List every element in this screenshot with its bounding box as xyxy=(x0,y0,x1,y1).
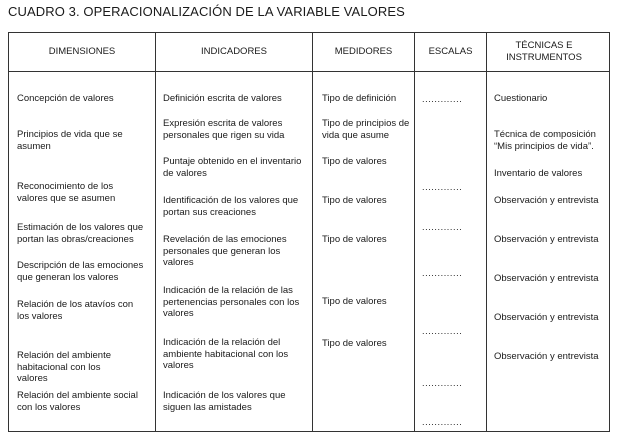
header-dimensiones: DIMENSIONES xyxy=(48,46,116,57)
indicator-cell: Definición escrita de valores xyxy=(163,93,282,104)
dimension-cell: Estimación de los valores que portan las obras/creaciones xyxy=(17,222,144,245)
technique-cell: Observación y entrevista xyxy=(494,273,599,284)
meter-cell: Tipo de valores xyxy=(322,296,387,307)
dimension-cell: Principios de vida que se asumen xyxy=(17,129,123,152)
dimension-cell: Relación del ambiente habitacional con los valores xyxy=(17,350,112,384)
indicator-cell: Indicación de los valores que siguen las amistades xyxy=(163,390,286,413)
scale-dots: ............. xyxy=(422,378,463,388)
technique-cell: Observación y entrevista xyxy=(494,234,599,245)
table-title: CUADRO 3. OPERACIONALIZACIÓN DE LA VARIABLE VALORES xyxy=(8,4,405,19)
dimension-cell: Descripción de las emociones que generan los valores xyxy=(17,260,144,283)
column-divider xyxy=(486,33,487,431)
header-escalas: ESCALAS xyxy=(428,46,473,57)
meter-cell: Tipo de valores xyxy=(322,338,387,349)
technique-cell: Inventario de valores xyxy=(494,168,583,179)
meter-cell: Tipo de valores xyxy=(322,234,387,245)
indicator-cell: Indicación de la relación del ambiente habitacional con los valores xyxy=(163,337,289,371)
technique-cell: Cuestionario xyxy=(494,93,548,104)
technique-cell: Observación y entrevista xyxy=(494,195,599,206)
scale-dots: ............. xyxy=(422,222,463,232)
header-divider xyxy=(9,71,609,72)
operationalization-table xyxy=(8,32,610,432)
dimension-cell: Relación de los atavíos con los valores xyxy=(17,299,134,322)
column-divider xyxy=(414,33,415,431)
dimension-cell: Relación del ambiente social con los valores xyxy=(17,390,138,413)
scale-dots: ............. xyxy=(422,182,463,192)
meter-cell: Tipo de valores xyxy=(322,156,387,167)
scale-dots: ............. xyxy=(422,94,463,104)
dimension-cell: Concepción de valores xyxy=(17,93,114,104)
indicator-cell: Identificación de los valores que portan sus creaciones xyxy=(163,195,299,218)
meter-cell: Tipo de principios de vida que asume xyxy=(322,118,410,141)
meter-cell: Tipo de valores xyxy=(322,195,387,206)
column-divider xyxy=(155,33,156,431)
technique-cell: Observación y entrevista xyxy=(494,351,599,362)
header-medidores: MEDIDORES xyxy=(334,46,393,57)
meter-cell: Tipo de definición xyxy=(322,93,397,104)
scale-dots: ............. xyxy=(422,326,463,336)
column-divider xyxy=(312,33,313,431)
indicator-cell: Expresión escrita de valores personales que rigen su vida xyxy=(163,118,285,141)
scale-dots: ............. xyxy=(422,268,463,278)
indicator-cell: Revelación de las emociones personales que generan los valores xyxy=(163,234,287,268)
technique-cell: Observación y entrevista xyxy=(494,312,599,323)
header-tecnicas: TÉCNICAS E INSTRUMENTOS xyxy=(506,40,582,63)
scale-dots: ............. xyxy=(422,417,463,427)
indicator-cell: Puntaje obtenido en el inventario de valores xyxy=(163,156,302,179)
indicator-cell: Indicación de la relación de las pertenencias personales con los valores xyxy=(163,285,300,319)
dimension-cell: Reconocimiento de los valores que se asumen xyxy=(17,181,116,204)
header-indicadores: INDICADORES xyxy=(201,46,267,57)
technique-cell: Técnica de composición “Mis principios de vida”. xyxy=(494,129,596,152)
